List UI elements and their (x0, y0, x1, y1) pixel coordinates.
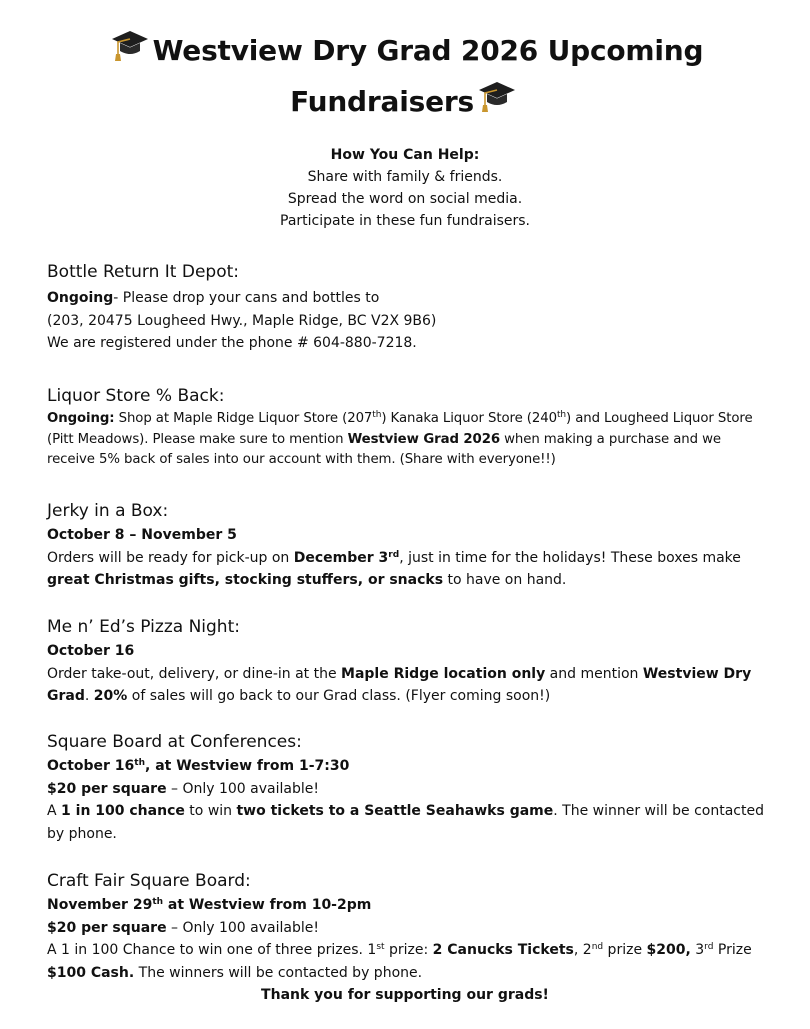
section-body: A 1 in 100 Chance to win one of three prizes. 1st prize: 2 Canucks Tickets, 2nd prize $200, 3rd Prize $100 Cash. The winners will be contacted by phone. (47, 942, 752, 981)
thank-you-line: Thank you for supporting our grads! (261, 987, 549, 1003)
section-dates: October 16th, at Westview from 1-7:30 (47, 758, 350, 774)
section-body (47, 287, 772, 310)
section-heading: Me n’ Ed’s Pizza Night: (47, 617, 240, 637)
help-line: Share with family & friends. (307, 169, 503, 185)
price-line: $20 per square – Only 100 available! (47, 780, 319, 797)
section-pizza-night (47, 616, 772, 708)
section-craft-fair (47, 870, 772, 984)
graduation-cap-icon (111, 28, 149, 75)
grad-name: Westview Grad 2026 (347, 431, 501, 447)
ongoing-label: Ongoing: (47, 411, 115, 426)
section-square-board-conferences (47, 731, 772, 845)
section-dates: October 16 (47, 643, 135, 659)
section-liquor-store (47, 385, 772, 471)
section-dates: November 29th at Westview from 10-2pm (47, 897, 372, 913)
page-title-line-2 (40, 79, 770, 126)
section-jerky (47, 500, 772, 592)
section-dates: October 8 – November 5 (47, 527, 237, 543)
section-body: Order take-out, delivery, or dine-in at the Maple Ridge location only and mention Westview Dry Grad. 20% of sales will go back to our Grad class. (Flyer coming soon!) (47, 665, 752, 704)
help-line: Spread the word on social media. (287, 191, 523, 207)
section-heading: Square Board at Conferences: (47, 732, 302, 752)
section-heading: Craft Fair Square Board: (47, 871, 251, 891)
help-line: Participate in these fun fundraisers. (280, 213, 530, 229)
section-heading: Liquor Store % Back: (47, 386, 225, 406)
title-line-2: Fundraisers (290, 85, 474, 118)
page-title (40, 28, 770, 75)
how-you-can-help (40, 144, 770, 232)
address: (203, 20475 Lougheed Hwy., Maple Ridge, BC V2X 9B6) (47, 312, 437, 329)
section-body: Ongoing: Shop at Maple Ridge Liquor Store (207th) Kanaka Liquor Store (240th) and Lougheed Liquor Store (Pitt Meadows). Please make sure to mention Westview Grad 2026 when making a purchase and we receive 5% back of sales into our account with them. (Share with everyone!!) (47, 410, 753, 467)
section-bottle-return (47, 261, 772, 355)
section-body: A 1 in 100 chance to win two tickets to a Seattle Seahawks game. The winner will be contacted by phone. (47, 803, 764, 842)
phone-line: We are registered under the phone # 604-880-7218. (47, 335, 417, 351)
price-line: $20 per square – Only 100 available! (47, 919, 319, 936)
graduation-cap-icon (478, 79, 516, 126)
help-heading: How You Can Help: (330, 147, 480, 163)
section-body: Orders will be ready for pick-up on December 3rd, just in time for the holidays! These boxes make great Christmas gifts, stocking stuffers, or snacks to have on hand. (47, 549, 741, 588)
section-heading: Bottle Return It Depot: (47, 262, 240, 282)
section-heading: Jerky in a Box: (47, 501, 169, 521)
ongoing-label: Ongoing (47, 290, 114, 306)
body-text: - Please drop your cans and bottles to (113, 290, 380, 306)
title-line-1: Westview Dry Grad 2026 Upcoming (152, 34, 704, 67)
